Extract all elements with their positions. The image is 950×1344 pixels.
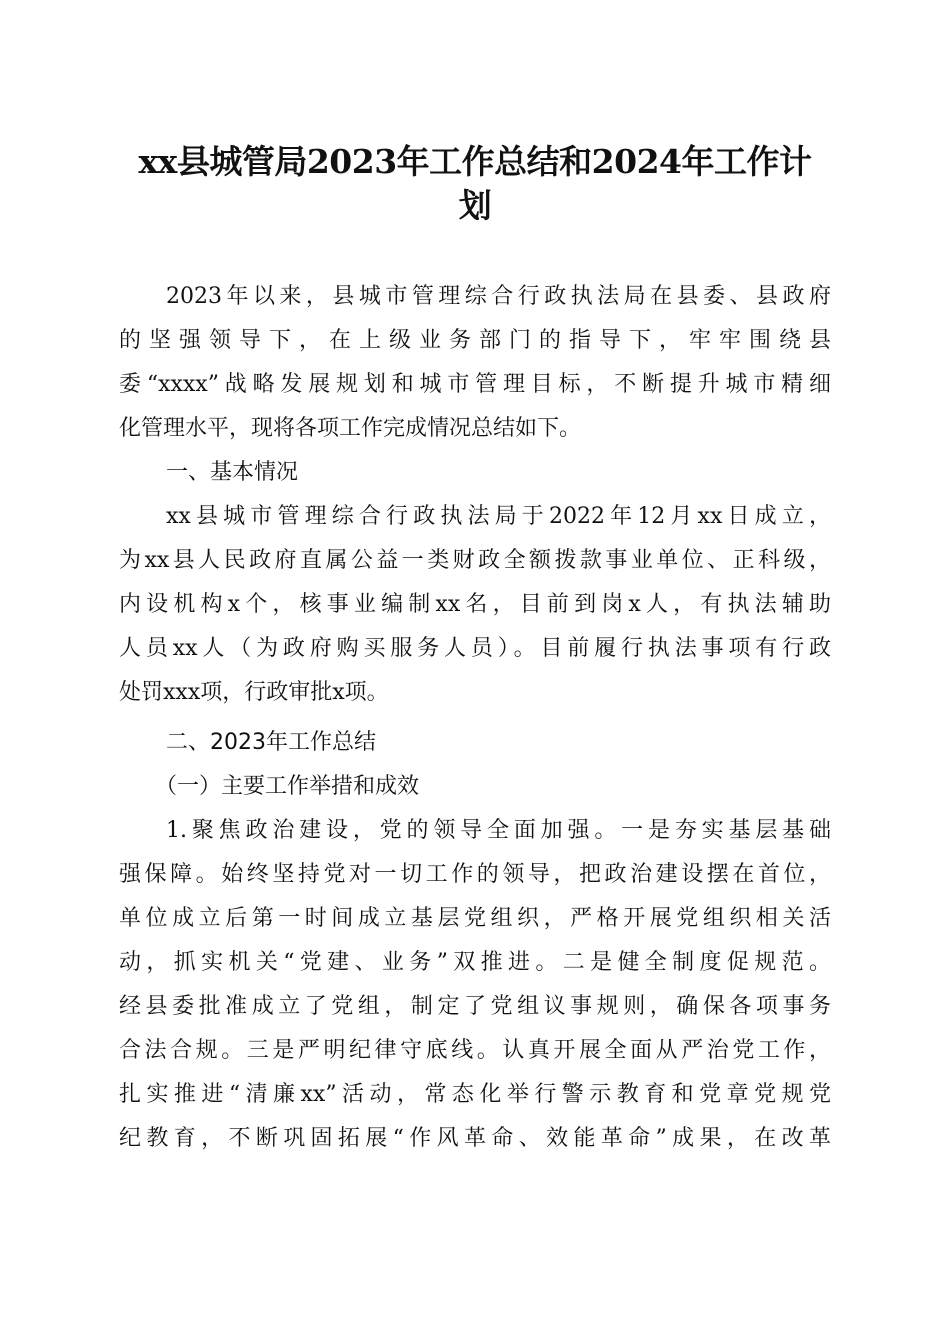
text-line: 处罚xxx项，行政审批x项。 [119, 680, 389, 705]
text-line: 人员xx人（为政府购买服务人员）。目前履行执法事项有行政 [119, 636, 831, 661]
text-line: 强保障。始终坚持党对一切工作的领导，把政治建设摆在首位， [119, 862, 831, 887]
title-line-1: xx县城管局2023年工作总结和2024年工作计 [138, 142, 812, 181]
text-line: xx县城市管理综合行政执法局于2022年12月xx日成立， [166, 504, 831, 529]
summary-paragraph [119, 809, 831, 1161]
section-heading-2023-summary: 二、2023年工作总结 [166, 730, 376, 755]
document-title [100, 140, 850, 228]
text-line: 动，抓实机关“党建、业务”双推进。二是健全制度促规范。 [119, 950, 831, 975]
text-line: 扎实推进“清廉xx”活动，常态化举行警示教育和党章党规党 [119, 1082, 831, 1107]
section-heading-basic-info: 一、基本情况 [166, 460, 299, 485]
text-line: 经县委批准成立了党组，制定了党组议事规则，确保各项事务 [119, 994, 831, 1019]
subsection-heading: （一）主要工作举措和成效 [155, 774, 420, 799]
text-line: 1.聚焦政治建设，党的领导全面加强。一是夯实基层基础 [166, 818, 831, 843]
text-line: 的坚强领导下，在上级业务部门的指导下，牢牢围绕县 [119, 328, 831, 353]
basic-info-paragraph [119, 495, 831, 715]
text-line: 为xx县人民政府直属公益一类财政全额拨款事业单位、正科级， [119, 548, 831, 573]
text-line: 2023年以来，县城市管理综合行政执法局在县委、县政府 [166, 284, 831, 309]
text-line: 合法合规。三是严明纪律守底线。认真开展全面从严治党工作， [119, 1038, 831, 1063]
text-line: 化管理水平，现将各项工作完成情况总结如下。 [119, 416, 582, 441]
document-body [119, 275, 831, 1161]
intro-paragraph [119, 275, 831, 451]
text-line: 内设机构x个，核事业编制xx名，目前到岗x人，有执法辅助 [119, 592, 831, 617]
title-line-2: 划 [458, 186, 492, 225]
text-line: 纪教育，不断巩固拓展“作风革命、效能革命”成果，在改革 [119, 1126, 831, 1151]
text-line: 委“xxxx”战略发展规划和城市管理目标，不断提升城市精细 [119, 372, 831, 397]
text-line: 单位成立后第一时间成立基层党组织，严格开展党组织相关活 [119, 906, 831, 931]
